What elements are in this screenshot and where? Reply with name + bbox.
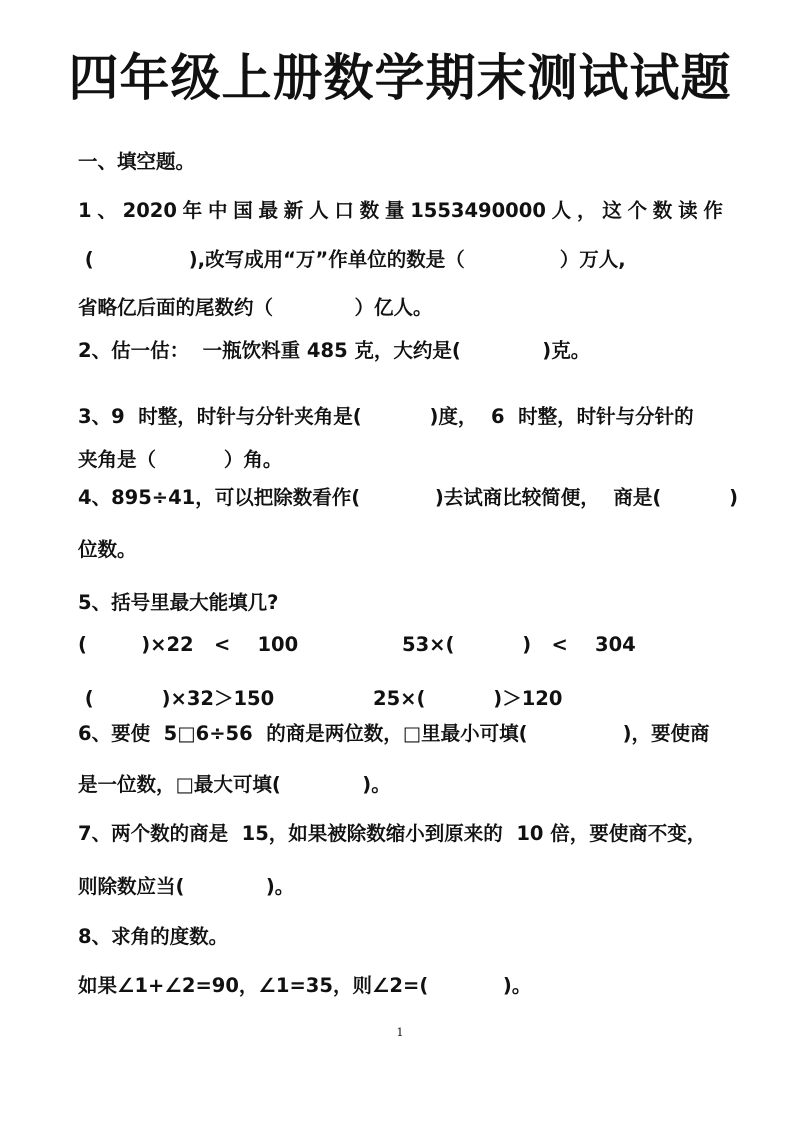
question-1-token: 最 (258, 199, 279, 222)
question-2: 2、估一估： 一瓶饮料重 485 克，大约是( )克。 (78, 339, 591, 362)
page-title: 四年级上册数学期末测试试题 (68, 49, 732, 107)
question-1-token: 读 (678, 199, 698, 222)
question-3-line-1: 3、9 时整，时针与分针夹角是( )度， 6 时整，时针与分针的 (78, 405, 694, 428)
question-1-token: 、 (97, 199, 117, 222)
question-1-line-3: 省略亿后面的尾数约（ ）亿人。 (78, 296, 433, 319)
question-1-token: 数 (359, 199, 380, 222)
question-1-token: 作 (703, 199, 723, 222)
question-3-line-2: 夹角是（ ）角。 (78, 448, 283, 471)
question-1-token: ， (576, 199, 597, 222)
question-1-token: 1 (78, 199, 92, 222)
question-1-token: 人 (309, 199, 329, 222)
question-1-token: 口 (334, 199, 354, 222)
question-1-line-1 (78, 201, 723, 221)
question-7-line-2: 则除数应当( )。 (78, 875, 295, 898)
question-1-token: 中 (207, 199, 228, 222)
page-number: 1 (396, 1026, 404, 1039)
question-1-token: 数 (652, 199, 673, 222)
question-1-token: 新 (283, 199, 304, 222)
question-8-line-1: 8、求角的度数。 (78, 925, 229, 948)
question-5-row-2-left: ( )×32＞150 (78, 687, 275, 710)
question-5-row-1-left: ( )×22 < 100 (78, 633, 299, 656)
question-1-token: 年 (182, 199, 203, 222)
question-1-token: 个 (627, 199, 648, 222)
question-1-token: 人 (551, 199, 572, 222)
question-1-line-2: ( ),改写成用“万”作单位的数是（ ）万人, (78, 248, 626, 271)
question-1-token: 1553490000 (410, 199, 546, 222)
question-1-token: 2020 (122, 199, 177, 222)
question-4-line-2: 位数。 (78, 538, 137, 561)
question-5-row-1-right: 53×( ) < 304 (402, 633, 636, 656)
question-1-token: 这 (602, 199, 622, 222)
section-heading: 一、填空题。 (78, 150, 196, 173)
question-7-line-1: 7、两个数的商是 15，如果被除数缩小到原来的 10 倍，要使商不变， (78, 822, 707, 845)
question-1-token: 国 (233, 199, 253, 222)
question-6-line-1: 6、要使 5□6÷56 的商是两位数，□里最小可填( )，要使商 (78, 722, 710, 745)
question-8-line-2: 如果∠1+∠2=90，∠1=35，则∠2=( )。 (78, 974, 532, 997)
question-6-line-2: 是一位数，□最大可填( )。 (78, 773, 391, 796)
question-1-token: 量 (384, 199, 405, 222)
question-5-row-2-right: 25×( )＞120 (373, 687, 563, 710)
question-4-line-1: 4、895÷41，可以把除数看作( )去试商比较简便， 商是( ) (78, 486, 739, 509)
question-5-line-1: 5、括号里最大能填几? (78, 591, 279, 614)
